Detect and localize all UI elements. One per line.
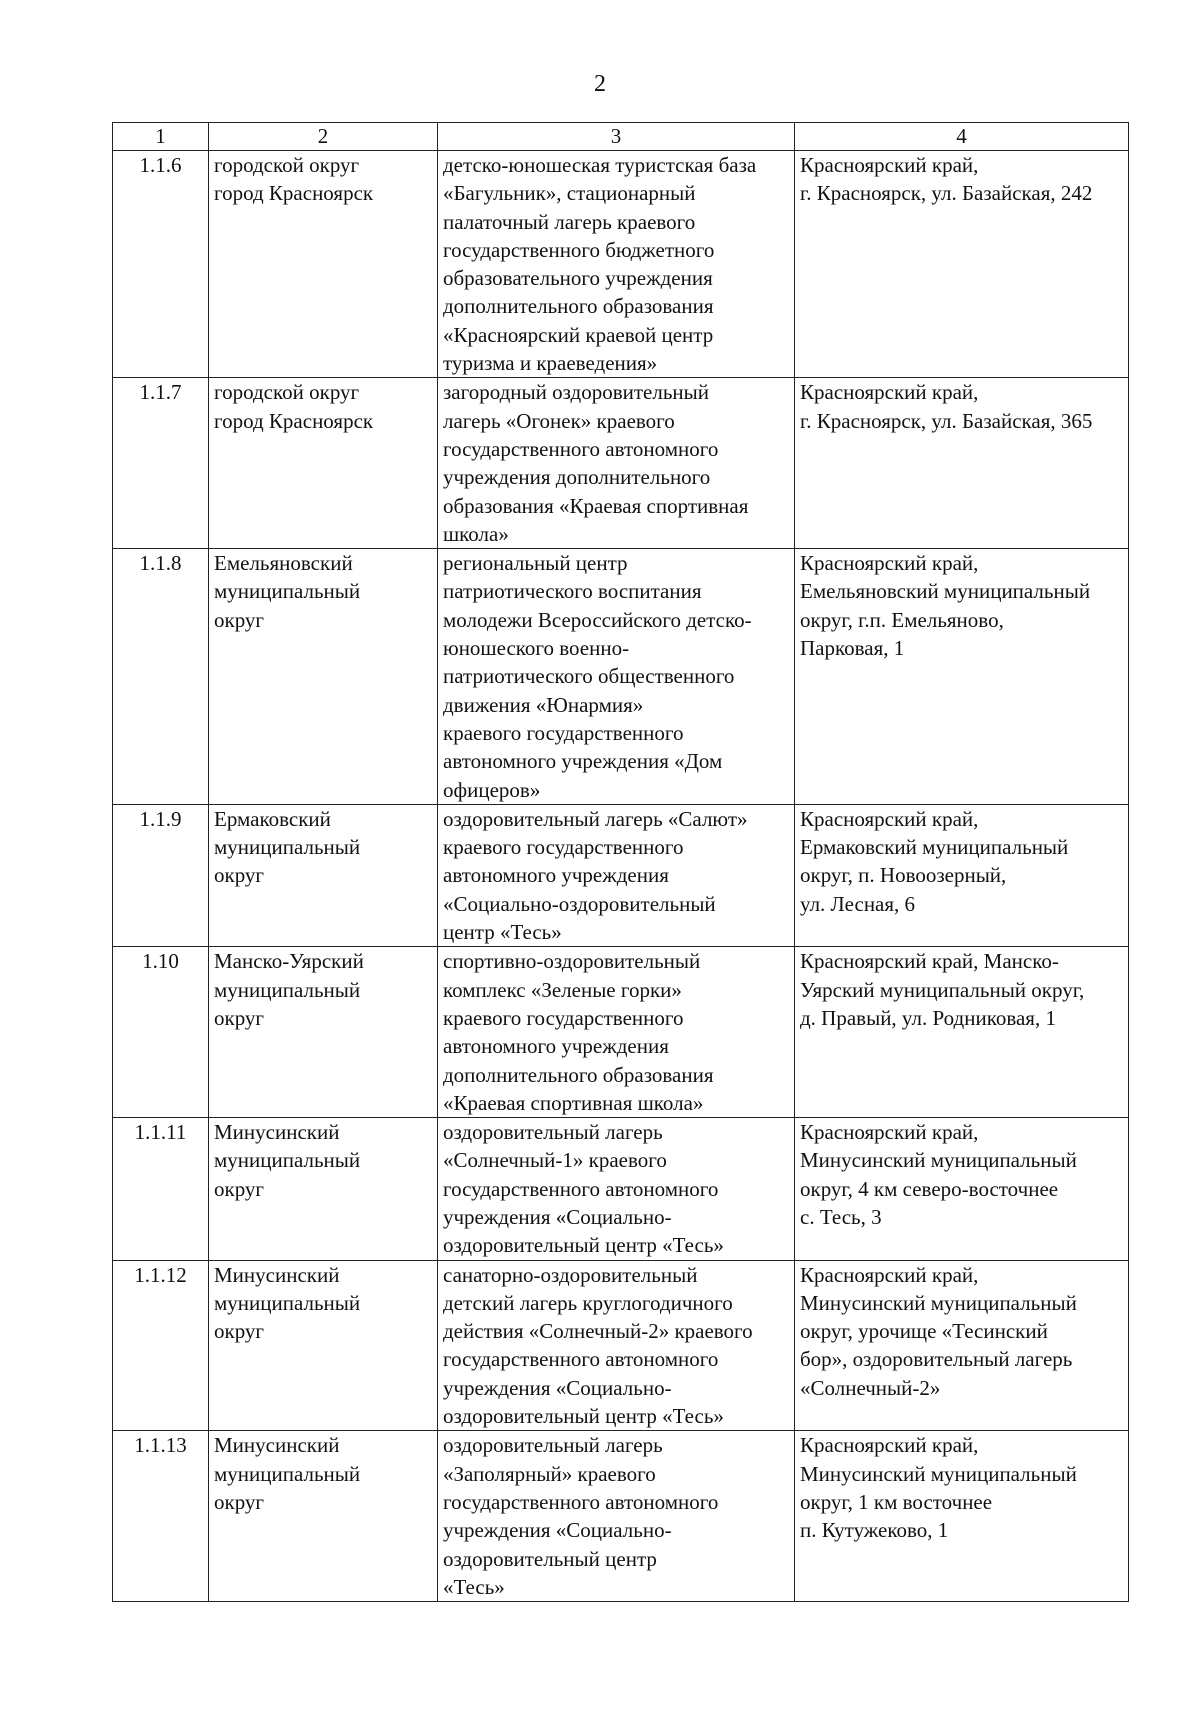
address-cell-line: с. Тесь, 3 xyxy=(800,1204,882,1229)
facility-cell-line: «Красноярский краевой центр xyxy=(443,322,714,347)
address-cell-line: округ, 4 км северо-восточнее xyxy=(800,1176,1059,1201)
district-cell-line: Емельяновский xyxy=(214,551,353,576)
address-cell-line: Красноярский край, xyxy=(800,551,979,576)
facility-cell-line: патриотического воспитания xyxy=(443,579,702,604)
address-cell-line: ул. Лесная, 6 xyxy=(800,891,916,916)
facility-cell-line: государственного автономного xyxy=(443,436,719,461)
address-cell xyxy=(795,378,1129,549)
facility-cell-line: санаторно-оздоровительный xyxy=(443,1262,698,1287)
facility-cell-line: учреждения «Социально- xyxy=(443,1518,672,1543)
facility-cell-line: центр «Тесь» xyxy=(443,920,562,945)
district-cell-line: округ xyxy=(214,607,265,632)
facility-cell-line: движения «Юнармия» xyxy=(443,692,644,717)
facility-cell-line: автономного учреждения xyxy=(443,1034,669,1059)
district-cell-line: округ xyxy=(214,1005,265,1030)
facility-cell-line: действия «Солнечный-2» краевого xyxy=(443,1319,753,1344)
table-header xyxy=(113,123,1129,151)
facility-cell-line: автономного учреждения «Дом xyxy=(443,749,723,774)
address-cell xyxy=(795,151,1129,378)
address-cell-line: округ, урочище «Тесинский xyxy=(800,1319,1048,1344)
table-row xyxy=(113,947,1129,1118)
table-row xyxy=(113,151,1129,378)
district-cell-line: муниципальный xyxy=(214,1148,361,1173)
facility-cell xyxy=(438,1431,795,1602)
address-cell-line: п. Кутужеково, 1 xyxy=(800,1518,949,1543)
table-row xyxy=(113,549,1129,805)
facility-cell-line: образования «Краевая спортивная xyxy=(443,493,749,518)
district-cell-line: муниципальный xyxy=(214,1461,361,1486)
row-number: 1.1.7 xyxy=(113,378,209,549)
facility-cell-line: «Багульник», стационарный xyxy=(443,181,696,206)
facility-cell-line: офицеров» xyxy=(443,777,541,802)
facility-cell-line: детско-юношеская туристская база xyxy=(443,153,757,177)
facility-cell xyxy=(438,1118,795,1260)
row-number: 1.1.6 xyxy=(113,151,209,378)
facility-cell-line: оздоровительный центр «Тесь» xyxy=(443,1233,724,1258)
facility-cell-line: региональный центр xyxy=(443,551,628,576)
address-cell xyxy=(795,1260,1129,1431)
facility-cell-line: краевого государственного xyxy=(443,720,684,745)
address-cell-line: г. Красноярск, ул. Базайская, 365 xyxy=(800,408,1093,433)
district-cell-line: городской округ xyxy=(214,153,360,177)
address-cell-line: округ, п. Новоозерный, xyxy=(800,863,1007,888)
facility-cell-line: «Тесь» xyxy=(443,1574,505,1599)
facility-cell xyxy=(438,1260,795,1431)
address-cell-line: Ермаковский муниципальный xyxy=(800,835,1069,860)
facility-cell-line: «Социально-оздоровительный xyxy=(443,891,716,916)
facility-cell-line: образовательного учреждения xyxy=(443,266,713,291)
row-number: 1.1.12 xyxy=(113,1260,209,1431)
facility-cell-line: оздоровительный лагерь xyxy=(443,1433,663,1458)
district-cell-line: муниципальный xyxy=(214,835,361,860)
facility-cell-line: юношеского военно- xyxy=(443,636,630,661)
address-cell-line: Красноярский край, xyxy=(800,1120,979,1145)
column-header-2: 2 xyxy=(209,123,438,151)
table-row xyxy=(113,1118,1129,1260)
row-number: 1.1.9 xyxy=(113,804,209,946)
district-cell-line: муниципальный xyxy=(214,977,361,1002)
row-number: 1.1.13 xyxy=(113,1431,209,1602)
district-cell-line: округ xyxy=(214,1319,265,1344)
column-header-4: 4 xyxy=(795,123,1129,151)
facility-cell-line: дополнительного образования xyxy=(443,294,714,319)
table-row xyxy=(113,1431,1129,1602)
district-cell xyxy=(209,804,438,946)
address-cell xyxy=(795,804,1129,946)
address-cell-line: Парковая, 1 xyxy=(800,636,905,661)
district-cell-line: округ xyxy=(214,863,265,888)
district-cell-line: Минусинский xyxy=(214,1120,340,1145)
district-cell-line: муниципальный xyxy=(214,579,361,604)
address-cell-line: Красноярский край, xyxy=(800,153,979,177)
facility-cell-line: «Заполярный» краевого xyxy=(443,1461,656,1486)
facility-cell xyxy=(438,151,795,378)
table-row xyxy=(113,804,1129,946)
address-cell-line: Красноярский край, Манско- xyxy=(800,949,1059,974)
address-cell-line: округ, 1 км восточнее xyxy=(800,1489,993,1514)
address-cell-line: «Солнечный-2» xyxy=(800,1375,941,1400)
district-cell-line: городской округ xyxy=(214,380,360,405)
facility-cell-line: «Солнечный-1» краевого xyxy=(443,1148,667,1173)
district-cell-line: Манско-Уярский xyxy=(214,949,364,974)
address-cell xyxy=(795,549,1129,805)
row-number: 1.1.11 xyxy=(113,1118,209,1260)
address-cell-line: Красноярский край, xyxy=(800,1433,979,1458)
table-body xyxy=(113,151,1129,1602)
facility-cell-line: краевого государственного xyxy=(443,835,684,860)
address-cell xyxy=(795,1431,1129,1602)
facility-cell-line: учреждения «Социально- xyxy=(443,1375,672,1400)
table-row xyxy=(113,378,1129,549)
address-cell xyxy=(795,1118,1129,1260)
district-cell-line: округ xyxy=(214,1489,265,1514)
facility-cell-line: патриотического общественного xyxy=(443,664,735,689)
district-cell xyxy=(209,1118,438,1260)
facility-cell-line: спортивно-оздоровительный xyxy=(443,949,701,974)
facility-cell-line: оздоровительный лагерь xyxy=(443,1120,663,1145)
facility-cell-line: оздоровительный центр «Тесь» xyxy=(443,1404,724,1429)
address-cell-line: бор», оздоровительный лагерь xyxy=(800,1347,1073,1372)
address-cell-line: Красноярский край, xyxy=(800,380,979,405)
facility-cell-line: оздоровительный лагерь «Салют» xyxy=(443,806,748,831)
district-cell-line: округ xyxy=(214,1176,265,1201)
facility-cell-line: молодежи Всероссийского детско- xyxy=(443,607,752,632)
address-cell-line: Минусинский муниципальный xyxy=(800,1461,1077,1486)
facility-cell-line: «Краевая спортивная школа» xyxy=(443,1090,704,1115)
facility-cell-line: туризма и краеведения» xyxy=(443,351,658,376)
facility-cell xyxy=(438,947,795,1118)
facility-cell xyxy=(438,804,795,946)
district-cell-line: город Красноярск xyxy=(214,408,374,433)
district-cell-line: муниципальный xyxy=(214,1290,361,1315)
facility-cell-line: дополнительного образования xyxy=(443,1062,714,1087)
column-header-3: 3 xyxy=(438,123,795,151)
district-cell xyxy=(209,151,438,378)
address-cell-line: Минусинский муниципальный xyxy=(800,1290,1077,1315)
facility-cell-line: лагерь «Огонек» краевого xyxy=(443,408,675,433)
facility-cell xyxy=(438,378,795,549)
header-row xyxy=(113,123,1129,151)
district-cell xyxy=(209,549,438,805)
facility-cell-line: учреждения дополнительного xyxy=(443,465,711,490)
address-cell xyxy=(795,947,1129,1118)
column-header-1: 1 xyxy=(113,123,209,151)
address-cell-line: Емельяновский муниципальный xyxy=(800,579,1091,604)
district-cell xyxy=(209,378,438,549)
facility-cell-line: комплекс «Зеленые горки» xyxy=(443,977,682,1002)
district-cell-line: Минусинский xyxy=(214,1433,340,1458)
address-cell-line: Красноярский край, xyxy=(800,806,979,831)
district-cell-line: Минусинский xyxy=(214,1262,340,1287)
row-number: 1.10 xyxy=(113,947,209,1118)
address-cell-line: г. Красноярск, ул. Базайская, 242 xyxy=(800,181,1093,206)
facility-cell-line: автономного учреждения xyxy=(443,863,669,888)
facility-cell-line: школа» xyxy=(443,521,509,546)
facility-cell-line: загородный оздоровительный xyxy=(443,380,710,405)
district-cell xyxy=(209,1260,438,1431)
facility-cell-line: палаточный лагерь краевого xyxy=(443,209,696,234)
facility-cell-line: детский лагерь круглогодичного xyxy=(443,1290,733,1315)
district-cell xyxy=(209,947,438,1118)
facility-cell-line: оздоровительный центр xyxy=(443,1546,657,1571)
row-number: 1.1.8 xyxy=(113,549,209,805)
district-cell-line: Ермаковский xyxy=(214,806,331,831)
facilities-table xyxy=(112,122,1129,1602)
facility-cell-line: государственного автономного xyxy=(443,1347,719,1372)
facility-cell-line: учреждения «Социально- xyxy=(443,1204,672,1229)
facility-cell-line: государственного бюджетного xyxy=(443,237,715,262)
district-cell-line: город Красноярск xyxy=(214,181,374,206)
district-cell xyxy=(209,1431,438,1602)
address-cell-line: Уярский муниципальный округ, xyxy=(800,977,1085,1002)
address-cell-line: округ, г.п. Емельяново, xyxy=(800,607,1004,632)
facility-cell-line: государственного автономного xyxy=(443,1176,719,1201)
facility-cell-line: государственного автономного xyxy=(443,1489,719,1514)
facility-cell-line: краевого государственного xyxy=(443,1005,684,1030)
facility-cell xyxy=(438,549,795,805)
address-cell-line: д. Правый, ул. Родниковая, 1 xyxy=(800,1005,1056,1030)
address-cell-line: Минусинский муниципальный xyxy=(800,1148,1077,1173)
page-number: 2 xyxy=(594,71,606,97)
address-cell-line: Красноярский край, xyxy=(800,1262,979,1287)
table-row xyxy=(113,1260,1129,1431)
